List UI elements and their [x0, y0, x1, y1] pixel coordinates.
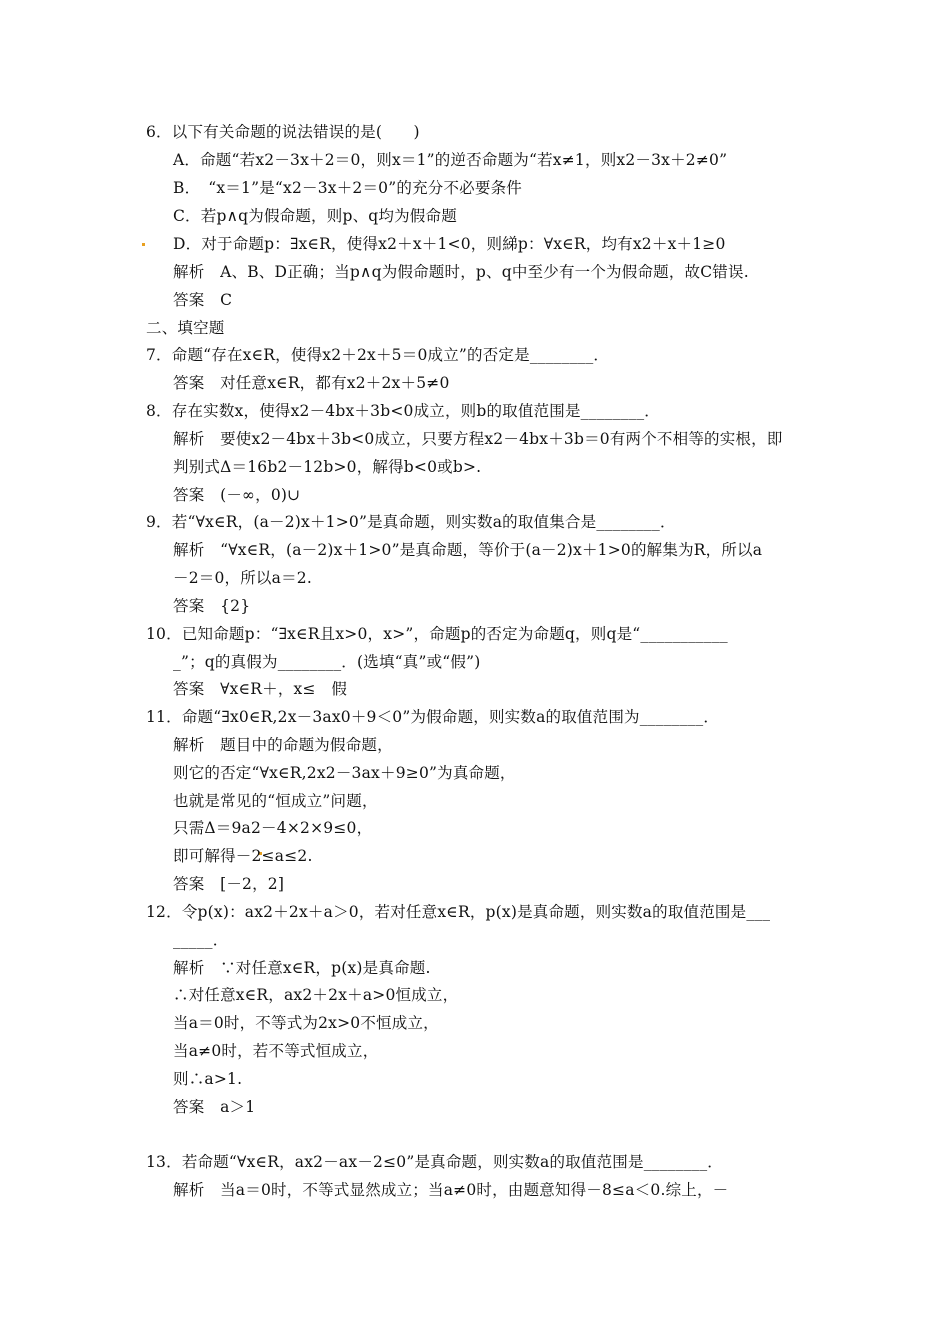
- section-heading: 二、填空题: [146, 319, 225, 337]
- answer-text: 答案 {2}: [173, 597, 251, 615]
- question-12-stem: 12．令p(x)：ax2＋2x＋a＞0，若对任意x∈R，p(x)是真命题，则实数a的取值范围是___: [146, 903, 771, 921]
- answer-text: 答案 [－2，2]: [173, 875, 285, 893]
- question-7-stem: 7．命题“存在x∈R，使得x2＋2x＋5＝0成立”的否定是________．: [146, 346, 610, 364]
- question-6-stem: 6．以下有关命题的说法错误的是( ): [146, 123, 420, 141]
- analysis-text: 解析 当a＝0时，不等式显然成立；当a≠0时，由题意知得－8≤a＜0.综上，－: [173, 1181, 729, 1199]
- option-d: D．对于命题p：∃x∈R，使得x2＋x＋1<0，则綈p：∀x∈R，均有x2＋x＋1≥0: [173, 235, 726, 253]
- analysis-text: 则它的否定“∀x∈R,2x2－3ax＋9≥0”为真命题，: [173, 764, 516, 782]
- analysis-text: ∴对任意x∈R，ax2＋2x＋a>0恒成立，: [173, 986, 459, 1004]
- analysis-text: 只需Δ＝9a2－4×2×9≤0，: [173, 819, 373, 837]
- analysis-text: 解析 题目中的命题为假命题，: [173, 736, 393, 754]
- question-13-stem: 13．若命题“∀x∈R，ax2－ax－2≤0”是真命题，则实数a的取值范围是________．: [146, 1153, 723, 1171]
- answer-text: 答案 C: [173, 291, 233, 309]
- answer-text: 答案 ∀x∈R＋，x≤ 假: [173, 680, 348, 698]
- analysis-text: 解析 A、B、D正确；当p∧q为假命题时，p、q中至少有一个为假命题，故C错误.: [173, 263, 749, 281]
- analysis-text: －2＝0，所以a＝2.: [173, 569, 312, 587]
- answer-text: 答案 a＞1: [173, 1098, 256, 1116]
- answer-text: 答案 (－∞，0)∪: [173, 486, 301, 504]
- question-9-stem: 9．若“∀x∈R，(a－2)x＋1>0”是真命题，则实数a的取值集合是________．: [146, 513, 676, 531]
- analysis-text: 则∴a>1.: [173, 1070, 243, 1088]
- option-c: C．若p∧q为假命题，则p、q均为假命题: [173, 207, 457, 225]
- question-12-stem-cont: _____．: [173, 931, 229, 949]
- analysis-text: 解析 “∀x∈R，(a－2)x＋1>0”是真命题，等价于(a－2)x＋1>0的解集为R，所以a: [173, 541, 763, 559]
- analysis-text: 解析 ∵对任意x∈R，p(x)是真命题.: [173, 959, 431, 977]
- margin-dot: [142, 243, 145, 246]
- option-a: A．命题“若x2－3x＋2＝0，则x＝1”的逆否命题为“若x≠1，则x2－3x＋2≠0”: [173, 151, 728, 169]
- question-10-stem-cont: _”；q的真假为________．(选填“真”或“假”): [173, 653, 481, 671]
- question-10-stem: 10．已知命题p：“∃x∈R且x>0，x>”，命题p的否定为命题q，则q是“___________: [146, 625, 728, 643]
- analysis-text: 当a＝0时，不等式为2x>0不恒成立，: [173, 1014, 439, 1032]
- analysis-text: 解析 要使x2－4bx＋3b<0成立，只要方程x2－4bx＋3b＝0有两个不相等的实根，即: [173, 430, 783, 448]
- question-11-stem: 11．命题“∃x0∈R,2x－3ax0＋9＜0”为假命题，则实数a的取值范围为________．: [146, 708, 720, 726]
- option-b: B． “x＝1”是“x2－3x＋2＝0”的充分不必要条件: [173, 179, 522, 197]
- analysis-text: 判别式Δ＝16b2－12b>0，解得b<0或b>.: [173, 458, 482, 476]
- answer-text: 答案 对任意x∈R，都有x2＋2x＋5≠0: [173, 374, 450, 392]
- analysis-text: 当a≠0时，若不等式恒成立，: [173, 1042, 379, 1060]
- analysis-text: 也就是常见的“恒成立”问题，: [173, 792, 378, 810]
- question-8-stem: 8．存在实数x，使得x2－4bx＋3b<0成立，则b的取值范围是________．: [146, 402, 660, 420]
- analysis-text: 即可解得－2≤a≤2.: [173, 847, 313, 865]
